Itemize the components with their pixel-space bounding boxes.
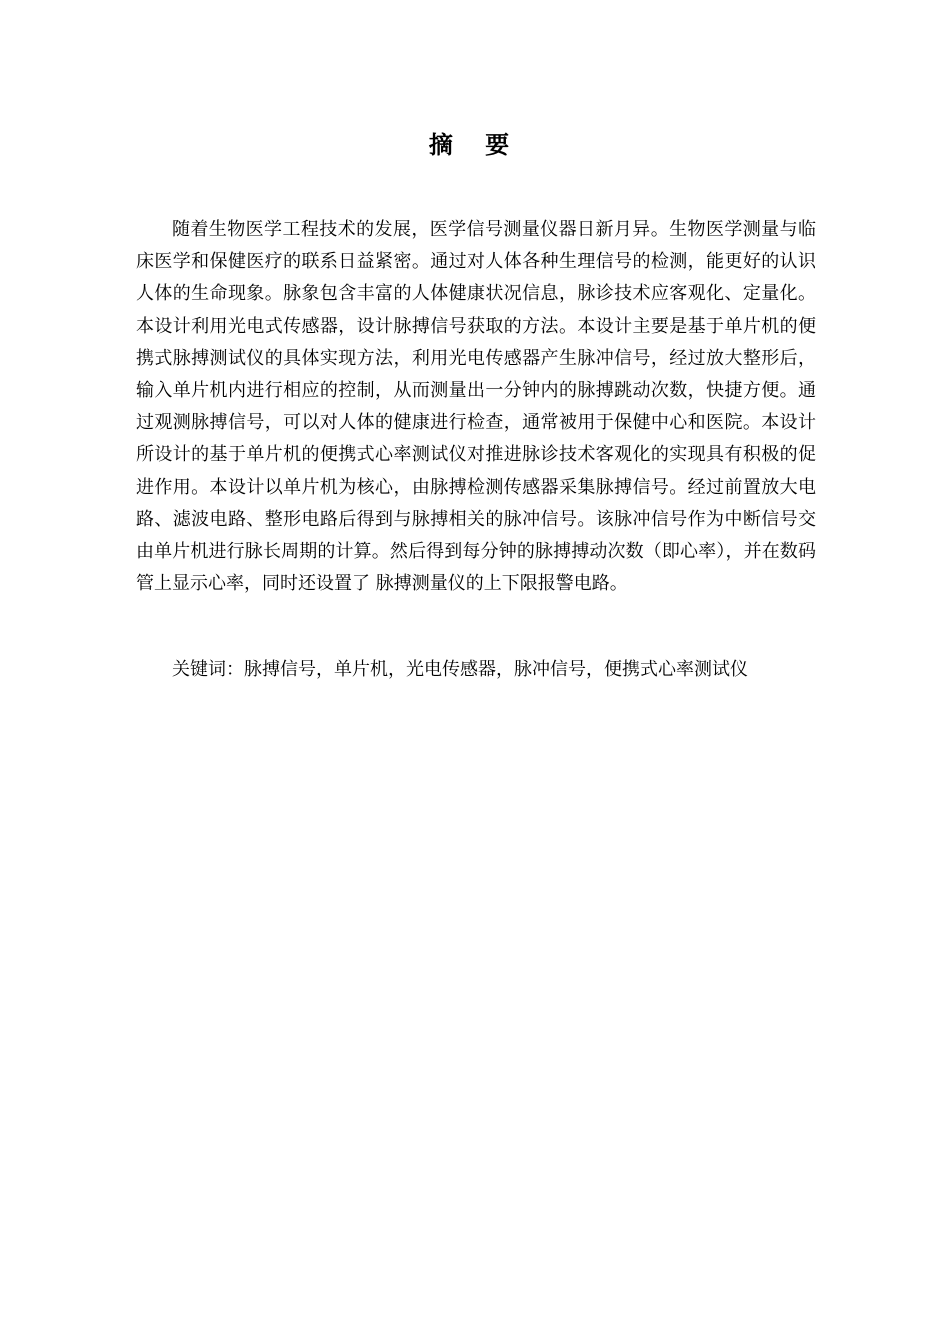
keywords-line: 关键词：脉搏信号，单片机，光电传感器，脉冲信号，便携式心率测试仪 — [172, 659, 748, 680]
abstract-title: 摘 要 — [428, 131, 522, 159]
abstract-paragraph: 随着生物医学工程技术的发展，医学信号测量仪器日新月异。生物医学测量与临床医学和保健医疗的联系日益紧密。通过对人体各种生理信号的检测，能更好的认识人体的生命现象。脉象包含丰富的人体健康状况信息，脉诊技术应客观化、定量化。本设计利用光电式传感器，设计脉搏信号获取的方法。本设计主要是基于单片机的便携式脉搏测试仪的具体实现方法，利用光电传感器产生脉冲信号，经过放大整形后，输入单片机内进行相应的控制，从而测量出一分钟内的脉搏跳动次数，快捷方便。通过观测脉搏信号，可以对人体的健康进行检查，通常被用于保健中心和医院。本设计所设计的基于单片机的便携式心率测试仪对推进脉诊技术客观化的实现具有积极的促进作用。本设计以单片机为核心，由脉搏检测传感器采集脉搏信号。经过前置放大电路、滤波电路、整形电路后得到与脉搏相关的脉冲信号。该脉冲信号作为中断信号交由单片机进行脉长周期的计算。然后得到每分钟的脉搏搏动次数（即心率），并在数码管上显示心率，同时还设置了 脉搏测量仪的上下限报警电路。 — [136, 219, 816, 595]
